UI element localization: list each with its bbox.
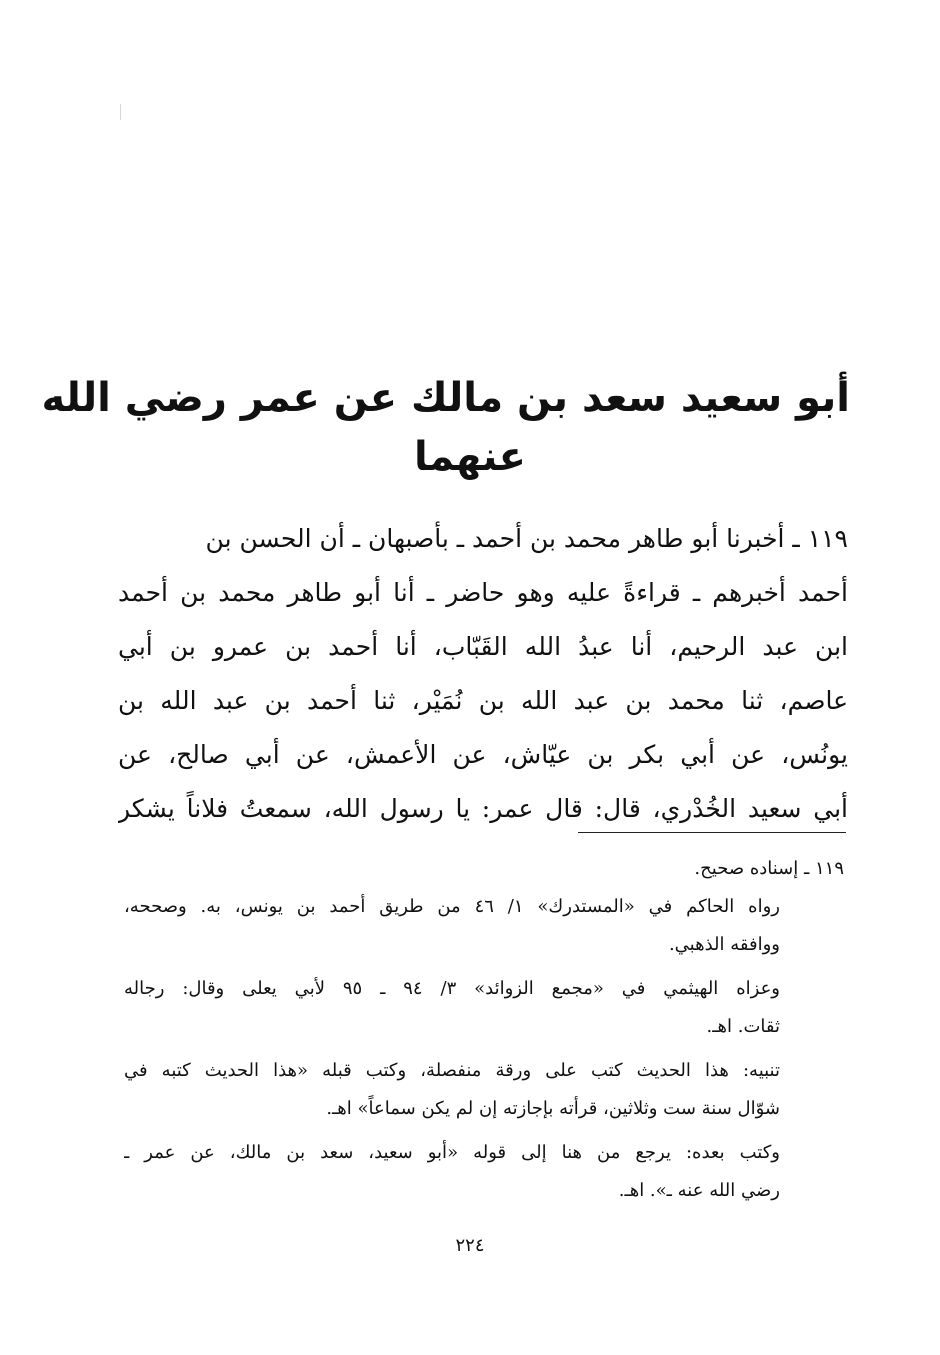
- footnote-line: شوّال سنة ست وثلاثين، قرأته بإجازته إن لم يكن سماعاً» اهـ.: [326, 1098, 780, 1119]
- body-line: ١١٩ ـ أخبرنا أبو طاهر محمد بن أحمد ـ بأصبهان ـ أن الحسن بن: [205, 524, 848, 553]
- footnote-line: رواه الحاكم في «المستدرك» ١/ ٤٦ من طريق أحمد بن يونس، به. وصححه،: [124, 896, 780, 917]
- footnote-line: رضي الله عنه ـ». اهـ.: [618, 1180, 780, 1201]
- heading-line-2: عنهما: [414, 434, 526, 480]
- footnote-line: وعزاه الهيثمي في «مجمع الزوائد» ٣/ ٩٤ ـ ٩٥ لأبي يعلى وقال: رجاله: [124, 978, 780, 999]
- footnote-divider: [578, 832, 846, 833]
- footnote-line: ١١٩ ـ إسناده صحيح.: [694, 858, 844, 879]
- heading-line-1: أبو سعيد سعد بن مالك عن عمر رضي الله: [41, 375, 850, 421]
- page-number: ٢٢٤: [455, 1235, 485, 1256]
- scan-artifact-mark: [120, 104, 121, 120]
- footnote-line: ووافقه الذهبي.: [668, 934, 780, 955]
- body-line: أحمد أخبرهم ـ قراءةً عليه وهو حاضر ـ أنا أبو طاهر محمد بن أحمد: [118, 578, 848, 607]
- footnotes-section: [124, 850, 844, 1210]
- section-heading: [41, 368, 850, 486]
- body-line: عاصم، ثنا محمد بن عبد الله بن نُمَيْر، ثنا أحمد بن عبد الله بن: [118, 686, 848, 715]
- body-line: ابن عبد الرحيم، أنا عبدُ الله القَبّاب، أنا أحمد بن عمرو بن أبي: [118, 632, 848, 661]
- footnote-line: ثقات. اهـ.: [706, 1016, 780, 1037]
- footnote-line: وكتب بعده: يرجع من هنا إلى قوله «أبو سعيد، سعد بن مالك، عن عمر ـ: [124, 1142, 780, 1163]
- body-line: يونُس، عن أبي بكر بن عيّاش، عن الأعمش، عن أبي صالح، عن: [118, 740, 848, 769]
- hadith-body-text: [118, 512, 848, 836]
- body-line: أبي سعيد الخُدْري، قال: قال عمر: يا رسول الله، سمعتُ فلاناً يشكر: [118, 794, 848, 823]
- footnote-line: تنبيه: هذا الحديث كتب على ورقة منفصلة، وكتب قبله «هذا الحديث كتبه في: [124, 1060, 780, 1081]
